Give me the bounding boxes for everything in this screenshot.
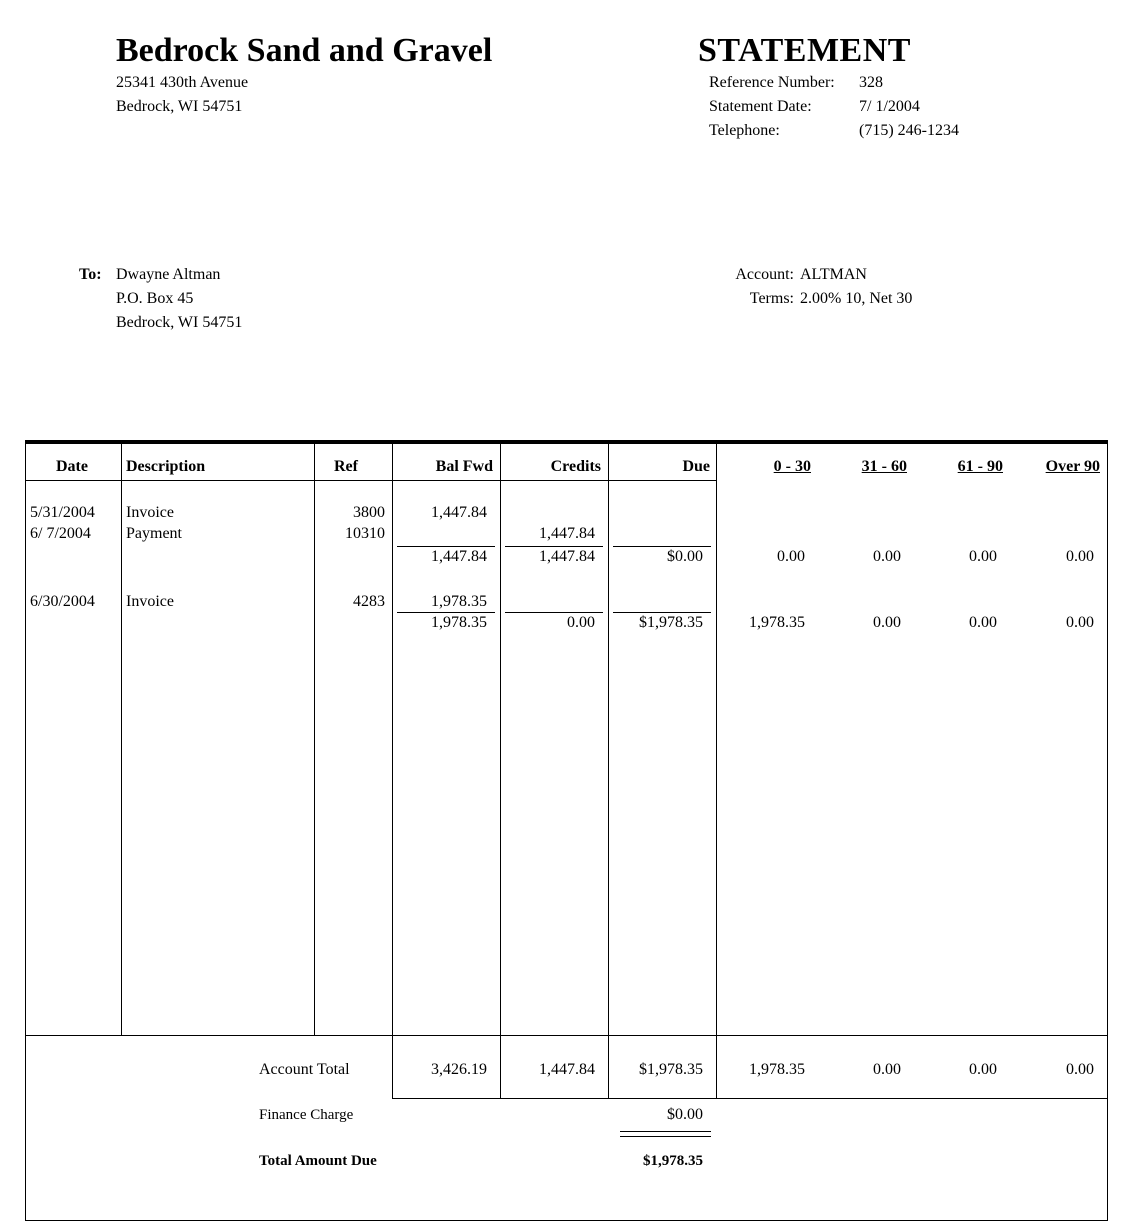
finance-charge-value: $0.00	[667, 1106, 703, 1123]
total-amount-due-value: $1,978.35	[643, 1153, 703, 1169]
subtotal-due: $0.00	[667, 548, 703, 565]
subtotal-aging-61-90: 0.00	[969, 548, 997, 565]
header-ref: Ref	[334, 458, 358, 475]
account-total-aging-61-90: 0.00	[969, 1061, 997, 1078]
account-total-credits: 1,447.84	[539, 1061, 595, 1078]
account-total-aging-31-60: 0.00	[873, 1061, 901, 1078]
header-aging-over-90: Over 90	[1045, 458, 1100, 475]
account-total-aging-over-90: 0.00	[1066, 1061, 1094, 1078]
row-credits: 1,447.84	[539, 525, 595, 542]
statement-date-value: 7/ 1/2004	[859, 98, 920, 115]
account-total-due: $1,978.35	[639, 1061, 703, 1078]
row-date: 6/30/2004	[30, 593, 95, 610]
reference-number-value: 328	[859, 74, 883, 91]
total-amount-due-label: Total Amount Due	[259, 1153, 377, 1169]
subtotal-credits: 0.00	[567, 614, 595, 631]
finance-charge-label: Finance Charge	[259, 1107, 354, 1123]
account-total-bal-fwd: 3,426.19	[431, 1061, 487, 1078]
row-description: Invoice	[126, 593, 174, 610]
row-ref: 4283	[353, 593, 385, 610]
subtotal-bal-fwd: 1,978.35	[431, 614, 487, 631]
subtotal-aging-over-90: 0.00	[1066, 614, 1094, 631]
header-bal-fwd: Bal Fwd	[435, 458, 493, 475]
header-aging-0-30: 0 - 30	[773, 458, 811, 475]
telephone-value: (715) 246-1234	[859, 122, 959, 139]
subtotal-credits: 1,447.84	[539, 548, 595, 565]
header-due: Due	[682, 458, 710, 475]
recipient-address-line2: Bedrock, WI 54751	[116, 314, 243, 331]
header-description: Description	[126, 458, 206, 475]
header-credits: Credits	[550, 458, 601, 475]
subtotal-aging-31-60: 0.00	[873, 548, 901, 565]
telephone-label: Telephone:	[709, 122, 780, 139]
terms-label: Terms:	[749, 290, 794, 307]
row-ref: 3800	[353, 504, 385, 521]
row-date: 5/31/2004	[30, 504, 95, 521]
reference-number-label: Reference Number:	[709, 74, 835, 91]
recipient-address-line1: P.O. Box 45	[116, 290, 194, 307]
statement-date-label: Statement Date:	[709, 98, 812, 115]
account-value: ALTMAN	[800, 266, 867, 283]
row-bal-fwd: 1,978.35	[431, 593, 487, 610]
row-ref: 10310	[345, 525, 385, 542]
row-bal-fwd: 1,447.84	[431, 504, 487, 521]
row-description: Invoice	[126, 504, 174, 521]
subtotal-due: $1,978.35	[639, 614, 703, 631]
terms-value: 2.00% 10, Net 30	[800, 290, 913, 307]
account-total-label: Account Total	[259, 1061, 350, 1078]
recipient-name: Dwayne Altman	[116, 266, 221, 283]
header-aging-61-90: 61 - 90	[957, 458, 1003, 475]
company-name: Bedrock Sand and Gravel	[116, 32, 493, 69]
row-description: Payment	[126, 525, 182, 542]
account-label: Account:	[735, 266, 794, 283]
subtotal-aging-0-30: 1,978.35	[749, 614, 805, 631]
company-address-line1: 25341 430th Avenue	[116, 74, 249, 91]
header-date: Date	[56, 458, 88, 475]
subtotal-aging-0-30: 0.00	[777, 548, 805, 565]
subtotal-bal-fwd: 1,447.84	[431, 548, 487, 565]
statement-title: STATEMENT	[698, 32, 911, 69]
subtotal-aging-31-60: 0.00	[873, 614, 901, 631]
account-total-aging-0-30: 1,978.35	[749, 1061, 805, 1078]
subtotal-aging-over-90: 0.00	[1066, 548, 1094, 565]
company-address-line2: Bedrock, WI 54751	[116, 98, 243, 115]
header-aging-31-60: 31 - 60	[861, 458, 907, 475]
to-label: To:	[79, 266, 102, 283]
row-date: 6/ 7/2004	[30, 525, 91, 542]
subtotal-aging-61-90: 0.00	[969, 614, 997, 631]
